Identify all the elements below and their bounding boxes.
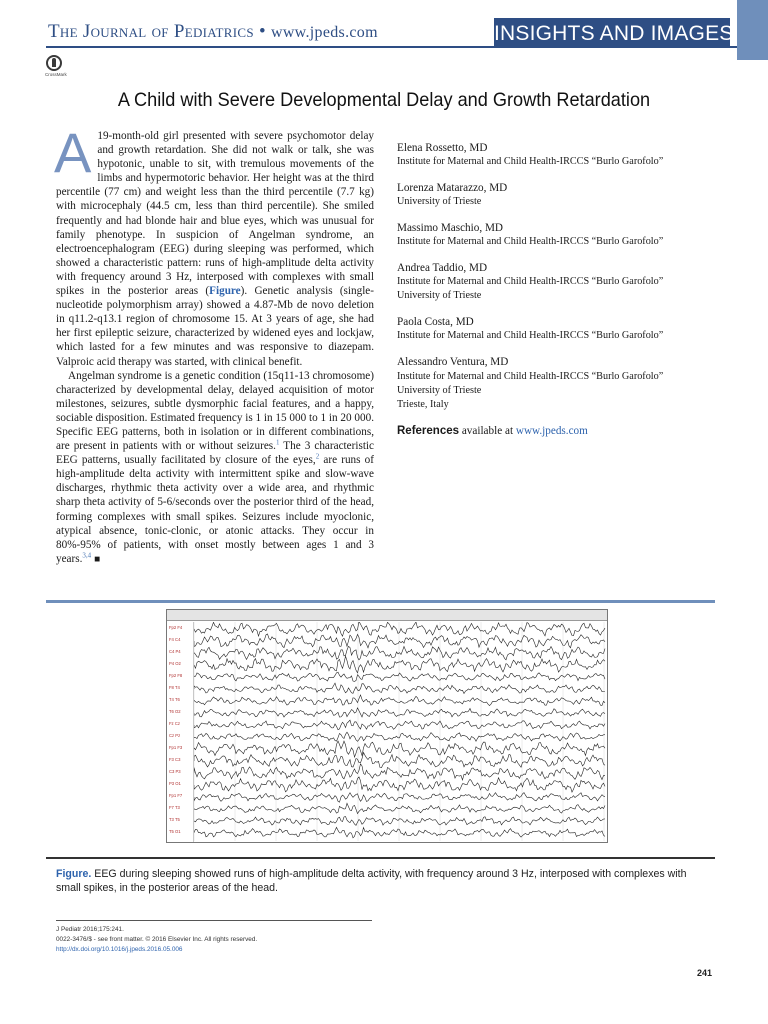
author-name: Paola Costa, MD <box>397 316 474 329</box>
eeg-trace <box>194 646 605 659</box>
author-block <box>397 181 714 209</box>
eeg-trace <box>194 683 605 693</box>
eeg-channel-label: Fp2 F4 <box>169 625 183 630</box>
eeg-trace <box>194 695 605 706</box>
caption-text: EEG during sleeping showed runs of high-amplitude delta activity, with frequency around 3 Hz, interposed with complexes with small spikes, in the posterior areas of the head. <box>56 868 687 894</box>
section-banner: INSIGHTS AND IMAGES <box>494 18 730 48</box>
eeg-channel-label: P3 O1 <box>169 781 181 786</box>
p1-text: 19-month-old girl presented with severe psychomotor delay and growth retardation. She did not walk or talk, she was hypotonic, unable to sit, with tremulous movements of the limbs and hypermotoric behavior. Her height was at the third percentile (77 cm) and weight less than the third percentile (7.7 kg) with microcephaly (44.5 cm, less than third percentile). She smiled frequently and had blonde hair and blue eyes, which was unusual for family phenotype. In suspicion of Angelman syndrome, an electroencephalogram (EEG) during sleeping was performed, which showed a characteristic pattern: runs of high-amplitude delta activity with frequency around 3 Hz, interposed with complexes with small spikes in the posterior areas ( <box>56 130 374 298</box>
copyright: 0022-3476/$ - see front matter. © 2016 Elsevier Inc. All rights reserved. <box>56 936 258 943</box>
author-name: Andrea Taddio, MD <box>397 262 488 275</box>
author-affiliation: Institute for Maternal and Child Health-IRCCS “Burlo Garofolo” <box>397 276 664 288</box>
eeg-figure <box>166 609 608 843</box>
eeg-trace <box>194 732 605 741</box>
eeg-channel-label: F4 C4 <box>169 637 181 642</box>
eeg-trace <box>194 777 605 792</box>
eeg-channel-label: Fp1 F3 <box>169 745 183 750</box>
eeg-channel-labels <box>167 622 194 842</box>
p2-end: are runs of high-amplitude delta activity with intermittent spike and slow-wave discharges, rhythmic theta activity over a wide area, and rhythmic sharp theta activity of 5-6/seconds over the posterior third of the head, forming complexes with small spikes. Seizures include myoclonic, atypical absence, tonic-clonic, or atonic attacks. They occur in 80%-95% of patients, with onset mostly between ages 1 and 3 years. <box>56 454 375 565</box>
eeg-channel-label: T5 O1 <box>169 829 181 834</box>
author-affiliation: University of Trieste <box>397 384 482 396</box>
eeg-trace <box>194 803 605 813</box>
eeg-channel-label: T3 T5 <box>169 817 180 822</box>
author-block <box>397 261 714 303</box>
header-rule <box>46 46 737 48</box>
journal-name: The Journal of Pediatrics <box>48 21 254 42</box>
eeg-channel-label: T4 T6 <box>169 697 180 702</box>
p1-end: ). Genetic analysis (single-nucleotide polymorphism array) showed a 4.87-Mb de novo deletion in q11.2-q13.1 region of chromosome 15. At 3 years of age, she had her first epileptic seizure, characterized by widened eyes and lockjaw, which lasted for a few minutes and was responsive to diazepam. Valproic acid therapy was started, with clinical benefit. <box>56 285 374 368</box>
eeg-trace <box>194 708 605 717</box>
caption-label: Figure. <box>56 868 92 880</box>
citation: J Pediatr 2016;175:241. <box>56 926 124 933</box>
crossmark-label: CrossMark <box>45 72 67 77</box>
eeg-trace <box>194 793 605 803</box>
body-column-left <box>54 121 375 567</box>
eeg-channel-label: T6 O2 <box>169 709 181 714</box>
page-number: 241 <box>696 968 712 978</box>
eeg-trace <box>194 656 605 673</box>
eeg-channel-label: P4 O2 <box>169 661 181 666</box>
eeg-channel-label: F8 T4 <box>169 685 180 690</box>
eeg-channel-label: Fz Cz <box>169 721 180 726</box>
journal-url[interactable]: www.jpeds.com <box>270 24 378 41</box>
eeg-trace <box>194 764 605 780</box>
eeg-trace <box>194 720 605 730</box>
ref-link-1[interactable]: 1 <box>275 438 280 447</box>
eeg-traces <box>194 622 606 841</box>
author-name: Massimo Maschio, MD <box>397 222 503 235</box>
author-block <box>397 315 714 343</box>
author-list <box>397 141 714 412</box>
eeg-trace <box>194 622 605 636</box>
author-affiliation: University of Trieste <box>397 196 482 208</box>
author-affiliation: Institute for Maternal and Child Health-IRCCS “Burlo Garofolo” <box>397 330 664 342</box>
eeg-channel-label: Fp1 F7 <box>169 793 183 798</box>
references-line <box>397 424 714 438</box>
page-edge-tab <box>737 0 768 60</box>
eeg-trace <box>194 634 605 648</box>
author-block <box>397 355 714 411</box>
crossmark-icon[interactable] <box>45 55 67 81</box>
author-affiliation: Institute for Maternal and Child Health-IRCCS “Burlo Garofolo” <box>397 370 664 382</box>
eeg-trace <box>194 741 605 757</box>
p2-text: Angelman syndrome is a genetic condition (15q11-13 chromosome) characterized by developmental delay, delayed acquisition of motor milestones, seizures, subtle dysmorphic facial features, and a happy, sociable disposition. Estimated frequency is 1 in 15 000 to 1 in 20 000. Specific EEG patterns, both in isolation or in different combinations, are present in patients with or without seizures. <box>56 369 374 453</box>
paragraph-1 <box>54 121 374 369</box>
eeg-channel-label: F3 C3 <box>169 757 181 762</box>
footer <box>56 925 257 955</box>
author-name: Elena Rossetto, MD <box>397 142 488 154</box>
eeg-toolbar <box>167 610 607 621</box>
p2-mid: The 3 characteristic EEG patterns, usually facilitated by closure of the eyes, <box>56 440 374 467</box>
end-mark: ■ <box>94 553 101 565</box>
journal-header <box>48 21 378 43</box>
eeg-channel-label: F7 T3 <box>169 805 180 810</box>
author-name: Alessandro Ventura, MD <box>397 356 509 369</box>
eeg-channel-label: Fp2 F8 <box>169 673 183 678</box>
author-affiliation: Institute for Maternal and Child Health-IRCCS “Burlo Garofolo” <box>397 236 664 248</box>
body-column-right <box>397 129 714 438</box>
eeg-channel-label: Cz Pz <box>169 733 181 738</box>
author-block <box>397 141 714 169</box>
figure-bottom-rule <box>46 857 715 859</box>
eeg-trace <box>194 752 605 767</box>
ref-link-2[interactable]: 2 <box>315 452 320 461</box>
figure-top-rule <box>46 600 715 603</box>
paragraph-2 <box>56 369 374 567</box>
author-block <box>397 221 714 249</box>
eeg-channel-label: C4 P4 <box>169 649 181 654</box>
eeg-channel-label: C3 P3 <box>169 769 181 774</box>
doi-link[interactable]: http://dx.doi.org/10.1016/j.jpeds.2016.05.006 <box>56 946 183 953</box>
eeg-trace <box>194 672 605 681</box>
article-title: A Child with Severe Developmental Delay and Growth Retardation <box>117 89 651 111</box>
crossmark-circle <box>46 55 62 71</box>
author-affiliation: University of Trieste <box>397 290 482 302</box>
drop-cap: A <box>54 121 92 184</box>
ref-link-3-4[interactable]: 3,4 <box>82 551 92 560</box>
eeg-trace <box>194 817 605 826</box>
author-affiliation: Institute for Maternal and Child Health-IRCCS “Burlo Garofolo” <box>397 156 664 168</box>
header-separator: • <box>258 21 266 42</box>
references-label: References <box>397 424 460 437</box>
author-affiliation: Trieste, Italy <box>397 398 449 410</box>
eeg-trace <box>194 827 605 837</box>
author-name: Lorenza Matarazzo, MD <box>397 182 508 195</box>
footer-rule <box>56 920 372 921</box>
references-link[interactable]: www.jpeds.com <box>515 424 588 437</box>
figure-caption <box>56 867 706 895</box>
references-text: available at <box>459 424 516 437</box>
figure-link[interactable]: Figure <box>209 285 241 298</box>
